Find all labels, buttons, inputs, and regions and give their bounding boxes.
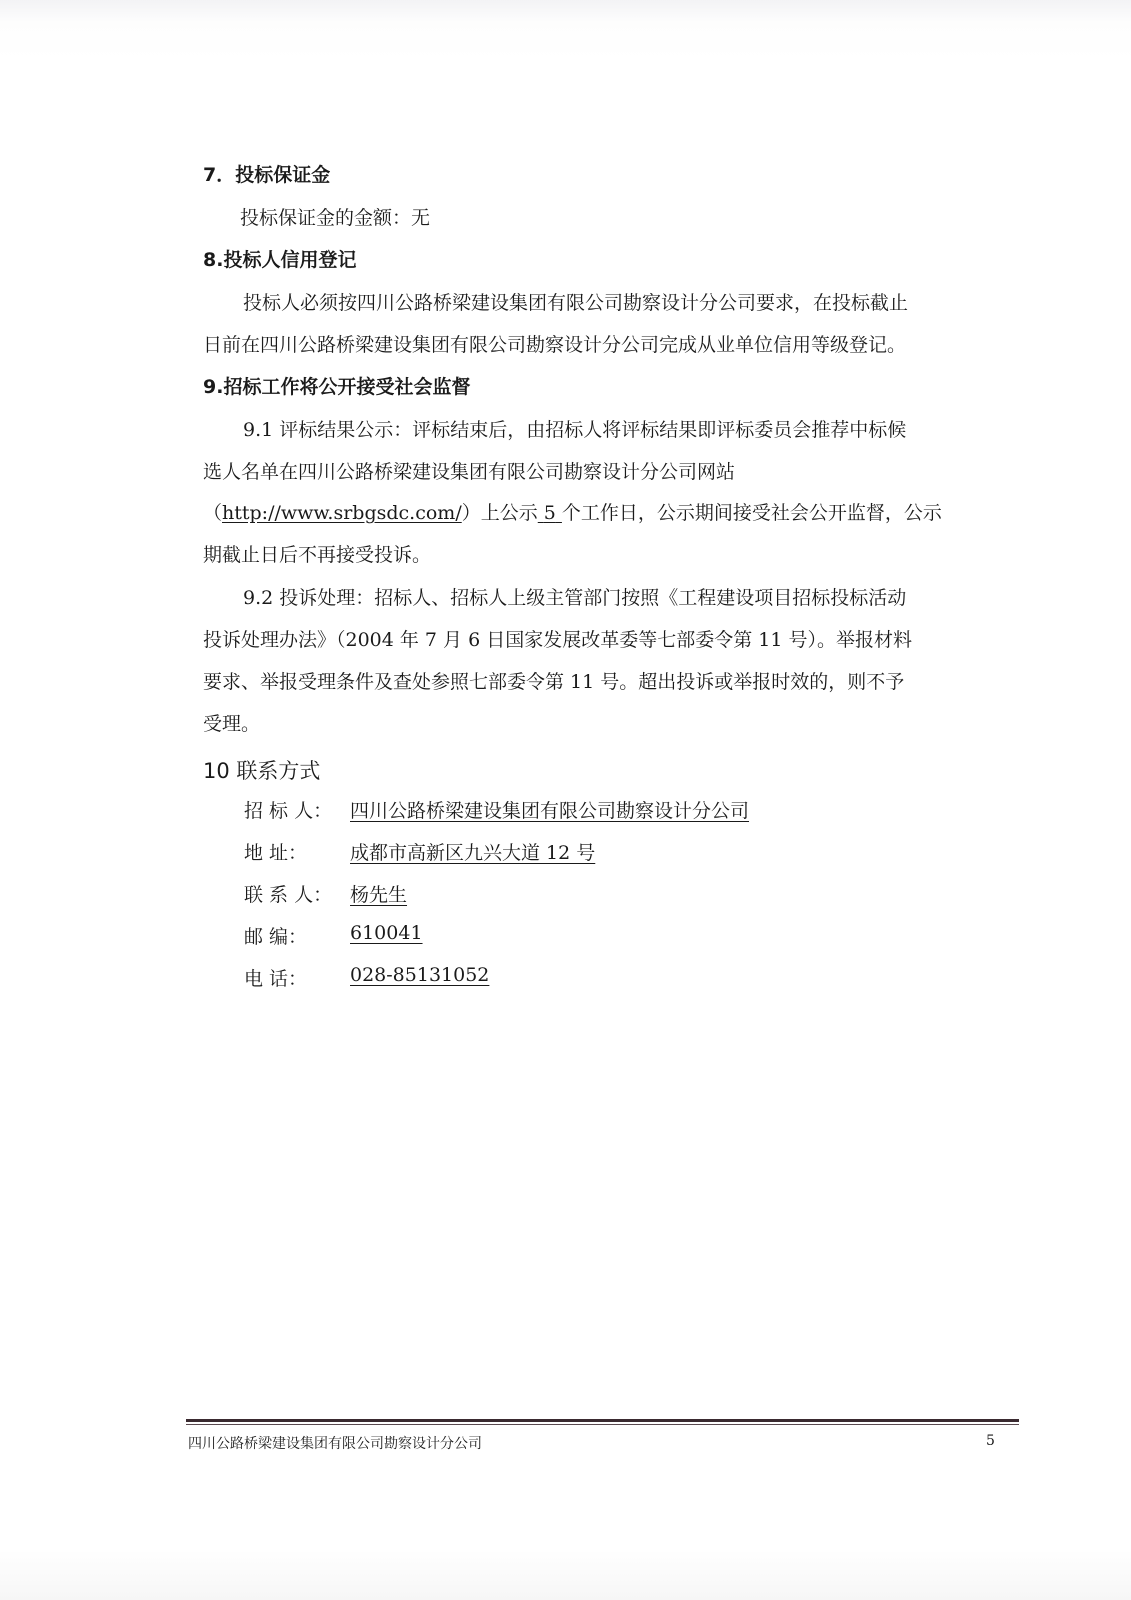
contact-label-phone: 电 话： — [244, 968, 308, 990]
section-9-heading: 9.招标工作将公开接受社会监督 — [203, 376, 471, 398]
contact-label-postcode: 邮 编： — [244, 926, 308, 948]
footer-company: 四川公路桥梁建设集团有限公司勘察设计分公司 — [188, 1436, 482, 1452]
contact-label-person: 联 系 人： — [244, 884, 333, 906]
contact-label-bidder: 招 标 人： — [244, 800, 333, 822]
section-9-2-line-2: 投诉处理办法》（2004 年 7 月 6 日国家发展改革委等七部委令第 11 号）。举报材料 — [203, 629, 912, 651]
section-9-1-line-4: 期截止日后不再接受投诉。 — [203, 544, 432, 566]
footer-rule-thin — [186, 1424, 1019, 1425]
paren-open: （ — [203, 502, 223, 524]
contact-value-phone: 028-85131052 — [350, 964, 490, 986]
section-8-line-1: 投标人必须按四川公路桥梁建设集团有限公司勘察设计分公司要求，在投标截止 — [243, 292, 909, 314]
publicity-text: ）上公示 — [461, 502, 538, 524]
publicity-text-end: 个工作日，公示期间接受社会公开监督，公示 — [561, 502, 942, 524]
contact-value-bidder: 四川公路桥梁建设集团有限公司勘察设计分公司 — [350, 800, 750, 822]
bid-bond-amount: 投标保证金的金额：无 — [240, 207, 431, 229]
section-9-1-line-3 — [203, 498, 942, 525]
section-8-heading: 8.投标人信用登记 — [203, 249, 357, 271]
section-9-2-line-3: 要求、举报受理条件及查处参照七部委令第 11 号。超出投诉或举报时效的，则不予 — [203, 671, 905, 693]
section-9-2-line-1: 9.2 投诉处理：招标人、招标人上级主管部门按照《工程建设项目招标投标活动 — [243, 587, 907, 609]
publicity-days: 5 — [543, 502, 556, 524]
section-9-1-line-2: 选人名单在四川公路桥梁建设集团有限公司勘察设计分公司网站 — [203, 461, 736, 483]
website-link[interactable]: http://www.srbgsdc.com/ — [222, 502, 462, 524]
page-number: 5 — [986, 1433, 995, 1449]
contact-value-address: 成都市高新区九兴大道 12 号 — [350, 842, 596, 864]
section-7-heading: 7．投标保证金 — [203, 164, 331, 186]
section-8-line-2: 日前在四川公路桥梁建设集团有限公司勘察设计分公司完成从业单位信用等级登记。 — [203, 334, 907, 356]
section-10-heading: 10 联系方式 — [203, 759, 321, 783]
section-9-2-line-4: 受理。 — [203, 713, 261, 735]
footer-rule-thick — [186, 1419, 1019, 1422]
contact-value-person: 杨先生 — [350, 884, 408, 906]
contact-value-postcode: 610041 — [350, 922, 423, 944]
section-9-1-line-1: 9.1 评标结果公示：评标结束后，由招标人将评标结果即评标委员会推荐中标候 — [243, 419, 907, 441]
contact-label-address: 地 址： — [244, 842, 308, 864]
